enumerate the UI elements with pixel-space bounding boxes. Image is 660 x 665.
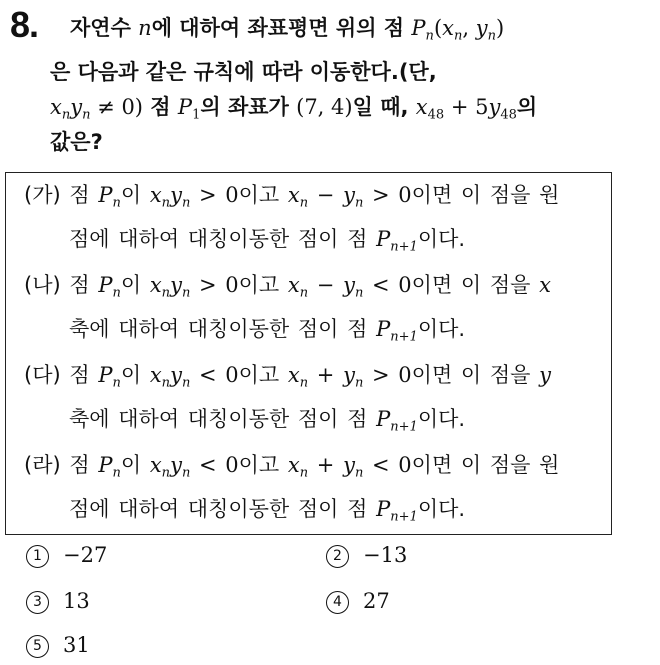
rule-na-line-1: (나) 점 $P_n$이 $x_ny_n > 0$이고 $x_n - y_n < 0$이면 이 점을 x — [24, 273, 551, 301]
rule-ga-line-2: 점에 대하여 대칭이동한 점이 점 $P_{n+1}$이다. — [69, 227, 466, 255]
circled-number-icon: 2 — [326, 545, 349, 568]
rule-ra-line-1: (라) 점 $P_n$이 $x_ny_n < 0$이고 $x_n + y_n < 0$이면 이 점을 원 — [24, 453, 560, 481]
stem-line-3: $x_ny_n \ne 0$) 점 $P_1$의 좌표가 (7, 4)일 때, $x_{48} + 5y_{48}$의 — [50, 95, 538, 123]
rule-ra-line-2: 점에 대하여 대칭이동한 점이 점 $P_{n+1}$이다. — [69, 497, 466, 525]
rule-da-line-1: (다) 점 $P_n$이 $x_ny_n < 0$이고 $x_n + y_n > 0$이면 이 점을 y — [24, 363, 551, 391]
stem-line-2: 은 다음과 같은 규칙에 따라 이동한다.(단, — [50, 60, 437, 84]
stem-line-1: 자연수 n에 대하여 좌표평면 위의 점 $P_n(x_n$, $y_n$) — [70, 16, 505, 44]
choice-2[interactable] — [326, 543, 407, 568]
choice-value: 27 — [363, 589, 390, 613]
choice-value: 13 — [63, 589, 90, 613]
rule-ga-line-1: (가) 점 $P_n$이 $x_ny_n > 0$이고 $x_n - y_n > 0$이면 이 점을 원 — [24, 183, 560, 211]
question-number: 8. — [10, 4, 39, 45]
circled-number-icon: 3 — [26, 591, 49, 614]
choice-value: −27 — [63, 543, 108, 567]
stem-line-4: 값은? — [50, 130, 103, 154]
choice-1[interactable] — [26, 543, 107, 568]
choice-4[interactable] — [326, 589, 390, 614]
choice-5[interactable] — [26, 633, 90, 658]
choice-value: 31 — [63, 633, 90, 657]
circled-number-icon: 1 — [26, 545, 49, 568]
rule-da-line-2: 축에 대하여 대칭이동한 점이 점 $P_{n+1}$이다. — [69, 407, 466, 435]
rules-box — [5, 172, 612, 535]
choice-3[interactable] — [26, 589, 90, 614]
circled-number-icon: 4 — [326, 591, 349, 614]
rule-na-line-2: 축에 대하여 대칭이동한 점이 점 $P_{n+1}$이다. — [69, 317, 466, 345]
choice-value: −13 — [363, 543, 408, 567]
circled-number-icon: 5 — [26, 635, 49, 658]
